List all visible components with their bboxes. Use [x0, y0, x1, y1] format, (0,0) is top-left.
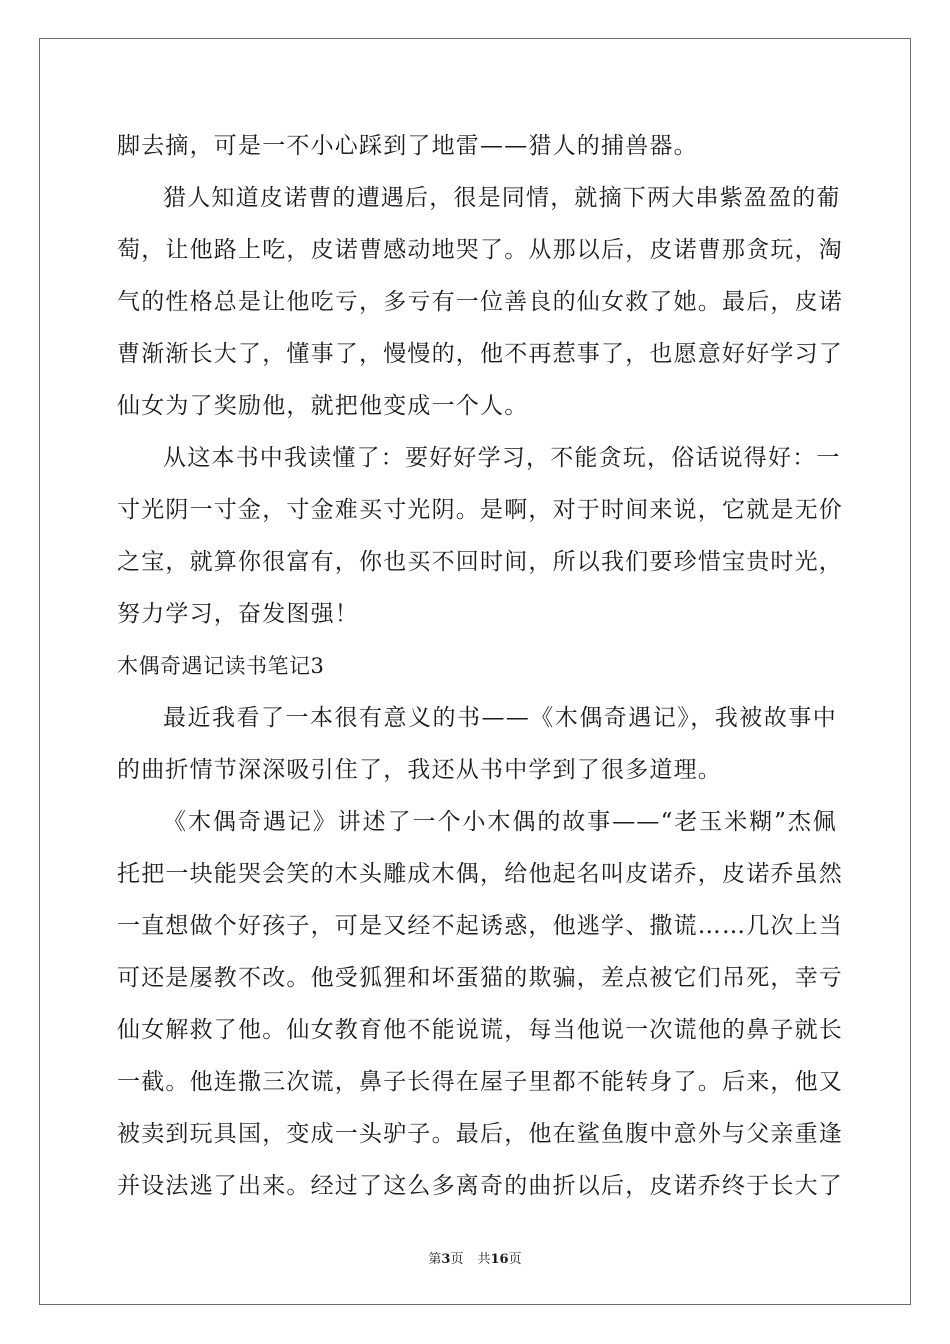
- text-line-7: 从这本书中我读懂了：要好好学习，不能贪玩，俗话说得好：一: [163, 445, 841, 471]
- text-line-3: 萄，让他路上吃，皮诺曹感动地哭了。从那以后，皮诺曹那贪玩，淘: [117, 237, 843, 263]
- text-line-5: 曹渐渐长大了，懂事了，慢慢的，他不再惹事了，也愿意好好学习了: [117, 341, 843, 367]
- footer-total-suffix: 页: [508, 1252, 522, 1267]
- footer-page-suffix: 页: [450, 1252, 464, 1267]
- text-line-9: 之宝，就算你很富有，你也买不回时间，所以我们要珍惜宝贵时光，: [117, 549, 843, 575]
- text-line-14: 《木偶奇遇记》讲述了一个小木偶的故事——“老玉米糊”杰佩: [163, 809, 837, 835]
- text-line-21: 并设法逃了出来。经过了这么多离奇的曲折以后，皮诺乔终于长大了: [117, 1173, 843, 1199]
- text-line-16: 一直想做个好孩子，可是又经不起诱惑，他逃学、撒谎……几次上当: [117, 913, 843, 939]
- text-line-19: 一截。他连撒三次谎，鼻子长得在屋子里都不能转身了。后来，他又: [117, 1069, 843, 1095]
- section-heading: 木偶奇遇记读书笔记3: [117, 654, 325, 678]
- text-line-12: 最近我看了一本很有意义的书——《木偶奇遇记》，我被故事中: [163, 705, 837, 731]
- page-footer: [0, 1248, 950, 1267]
- text-line-6: 仙女为了奖励他，就把他变成一个人。: [117, 393, 529, 419]
- text-line-1: 脚去摘，可是一不小心踩到了地雷——猎人的捕兽器。: [117, 133, 698, 159]
- text-line-20: 被卖到玩具国，变成一头驴子。最后，他在鲨鱼腹中意外与父亲重逢: [117, 1121, 843, 1147]
- text-line-18: 仙女解救了他。仙女教育他不能说谎，每当他说一次谎他的鼻子就长: [117, 1017, 843, 1043]
- footer-page-prefix: 第: [428, 1252, 442, 1267]
- text-line-4: 气的性格总是让他吃亏，多亏有一位善良的仙女救了她。最后，皮诺: [117, 289, 843, 315]
- footer-total-prefix: 共: [477, 1252, 491, 1267]
- text-line-15: 托把一块能哭会笑的木头雕成木偶，给他起名叫皮诺乔，皮诺乔虽然: [117, 861, 843, 887]
- footer-total-pages: 16: [490, 1252, 509, 1267]
- text-line-2: 猎人知道皮诺曹的遭遇后，很是同情，就摘下两大串紫盈盈的葡: [163, 185, 841, 211]
- text-line-17: 可还是屡教不改。他受狐狸和坏蛋猫的欺骗，差点被它们吊死，幸亏: [117, 965, 843, 991]
- text-line-8: 寸光阴一寸金，寸金难买寸光阴。是啊，对于时间来说，它就是无价: [117, 497, 843, 523]
- footer-page-number: 3: [441, 1252, 451, 1267]
- text-line-13: 的曲折情节深深吸引住了，我还从书中学到了很多道理。: [117, 757, 722, 783]
- text-line-10: 努力学习，奋发图强！: [117, 601, 359, 627]
